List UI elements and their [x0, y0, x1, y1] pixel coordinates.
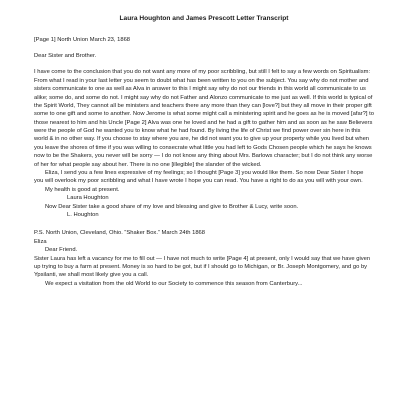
letter1-signature-1: Laura Houghton	[67, 195, 109, 202]
letter1-salutation: Dear Sister and Brother.	[34, 52, 97, 59]
letter1-signature-2: L. Houghton	[67, 211, 99, 218]
letter1-dateline: [Page 1] North Union March 23, 1868	[34, 36, 131, 43]
letter2-addressee: Eliza	[34, 238, 47, 245]
letter1-paragraph-2: Eliza, I send you a few lines expressive of my feelings; so I thought [Page 3] you would like them. So now Dear Sister I hope you will overlook my poor scribbling and what I have wrote I hope you can read. You have a right to do as you will with your own.	[34, 170, 364, 185]
letter1-closing: Now Dear Sister take a good share of my love and blessing and give to Brother & Lucy, write soon.	[45, 203, 299, 210]
letter1-health-line: My health is good at present.	[45, 186, 120, 193]
document-title: Laura Houghton and James Prescott Letter Transcript	[119, 15, 289, 22]
letter2-paragraph-2: We expect a visitation from the old World to our Society to commence this season from Canterbury...	[45, 280, 303, 287]
letter2-salutation: Dear Friend.	[45, 247, 78, 254]
letter2-dateline: P.S. North Union, Cleveland, Ohio. “Shaker Box.” March 24th 1868	[34, 230, 205, 237]
letter1-paragraph-1: I have come to the conclusion that you do not want any more of my poor scribbling, but still I felt to say a few words on Spiritualism: From what I read in your last letter you seem to doubt what has been written to you on the subject. You say why do not mother and sisters communicate to one as well as Alva in answer to this I might say why do not our friends in this world all communicate to us alike; some do, and some do not. I might say why do not Father and Alonzo communicate to me just as well. If this world is typical of the Spirit World, They cannot all be ministers and teachers there any more than they can [love?] but they all move in their proper gift some to one gift and some to another. Now Jerome is what some might call a ministering spirit and he goes as he is moved [afar?] to those nearest to him and his Uncle [Page 2] Alva was one he loved and he had a gift to gather him and as soon as he saw Believers were the people of God he wanted you to know what he had found. By living the life of Christ we find power over sin here in this world & in no other way. If you choose to stay where you are, he did not want you to give up your property while you lived but when you leave the shores of time if you was willing to consecrate what little you had left to Gods Chosen people which he says he knows now to be the Shakers, you never will be sorry — I do not know any thing about Mrs. Barlows character; but I do not think any worse of her for what people say about her. There is no one [illegible] the slander of the wicked.	[34, 69, 374, 168]
letter2-paragraph-1: Sister Laura has left a vacancy for me to fill out — I have not much to write [Page 4] at present, only I would say that we have given up trying to buy a farm at present. Money is so hard to be got, but if I should go to Michigan, or Br. Joseph Montgomery, and go by Ypsilanti, we shall most likely give you a call.	[34, 255, 371, 279]
